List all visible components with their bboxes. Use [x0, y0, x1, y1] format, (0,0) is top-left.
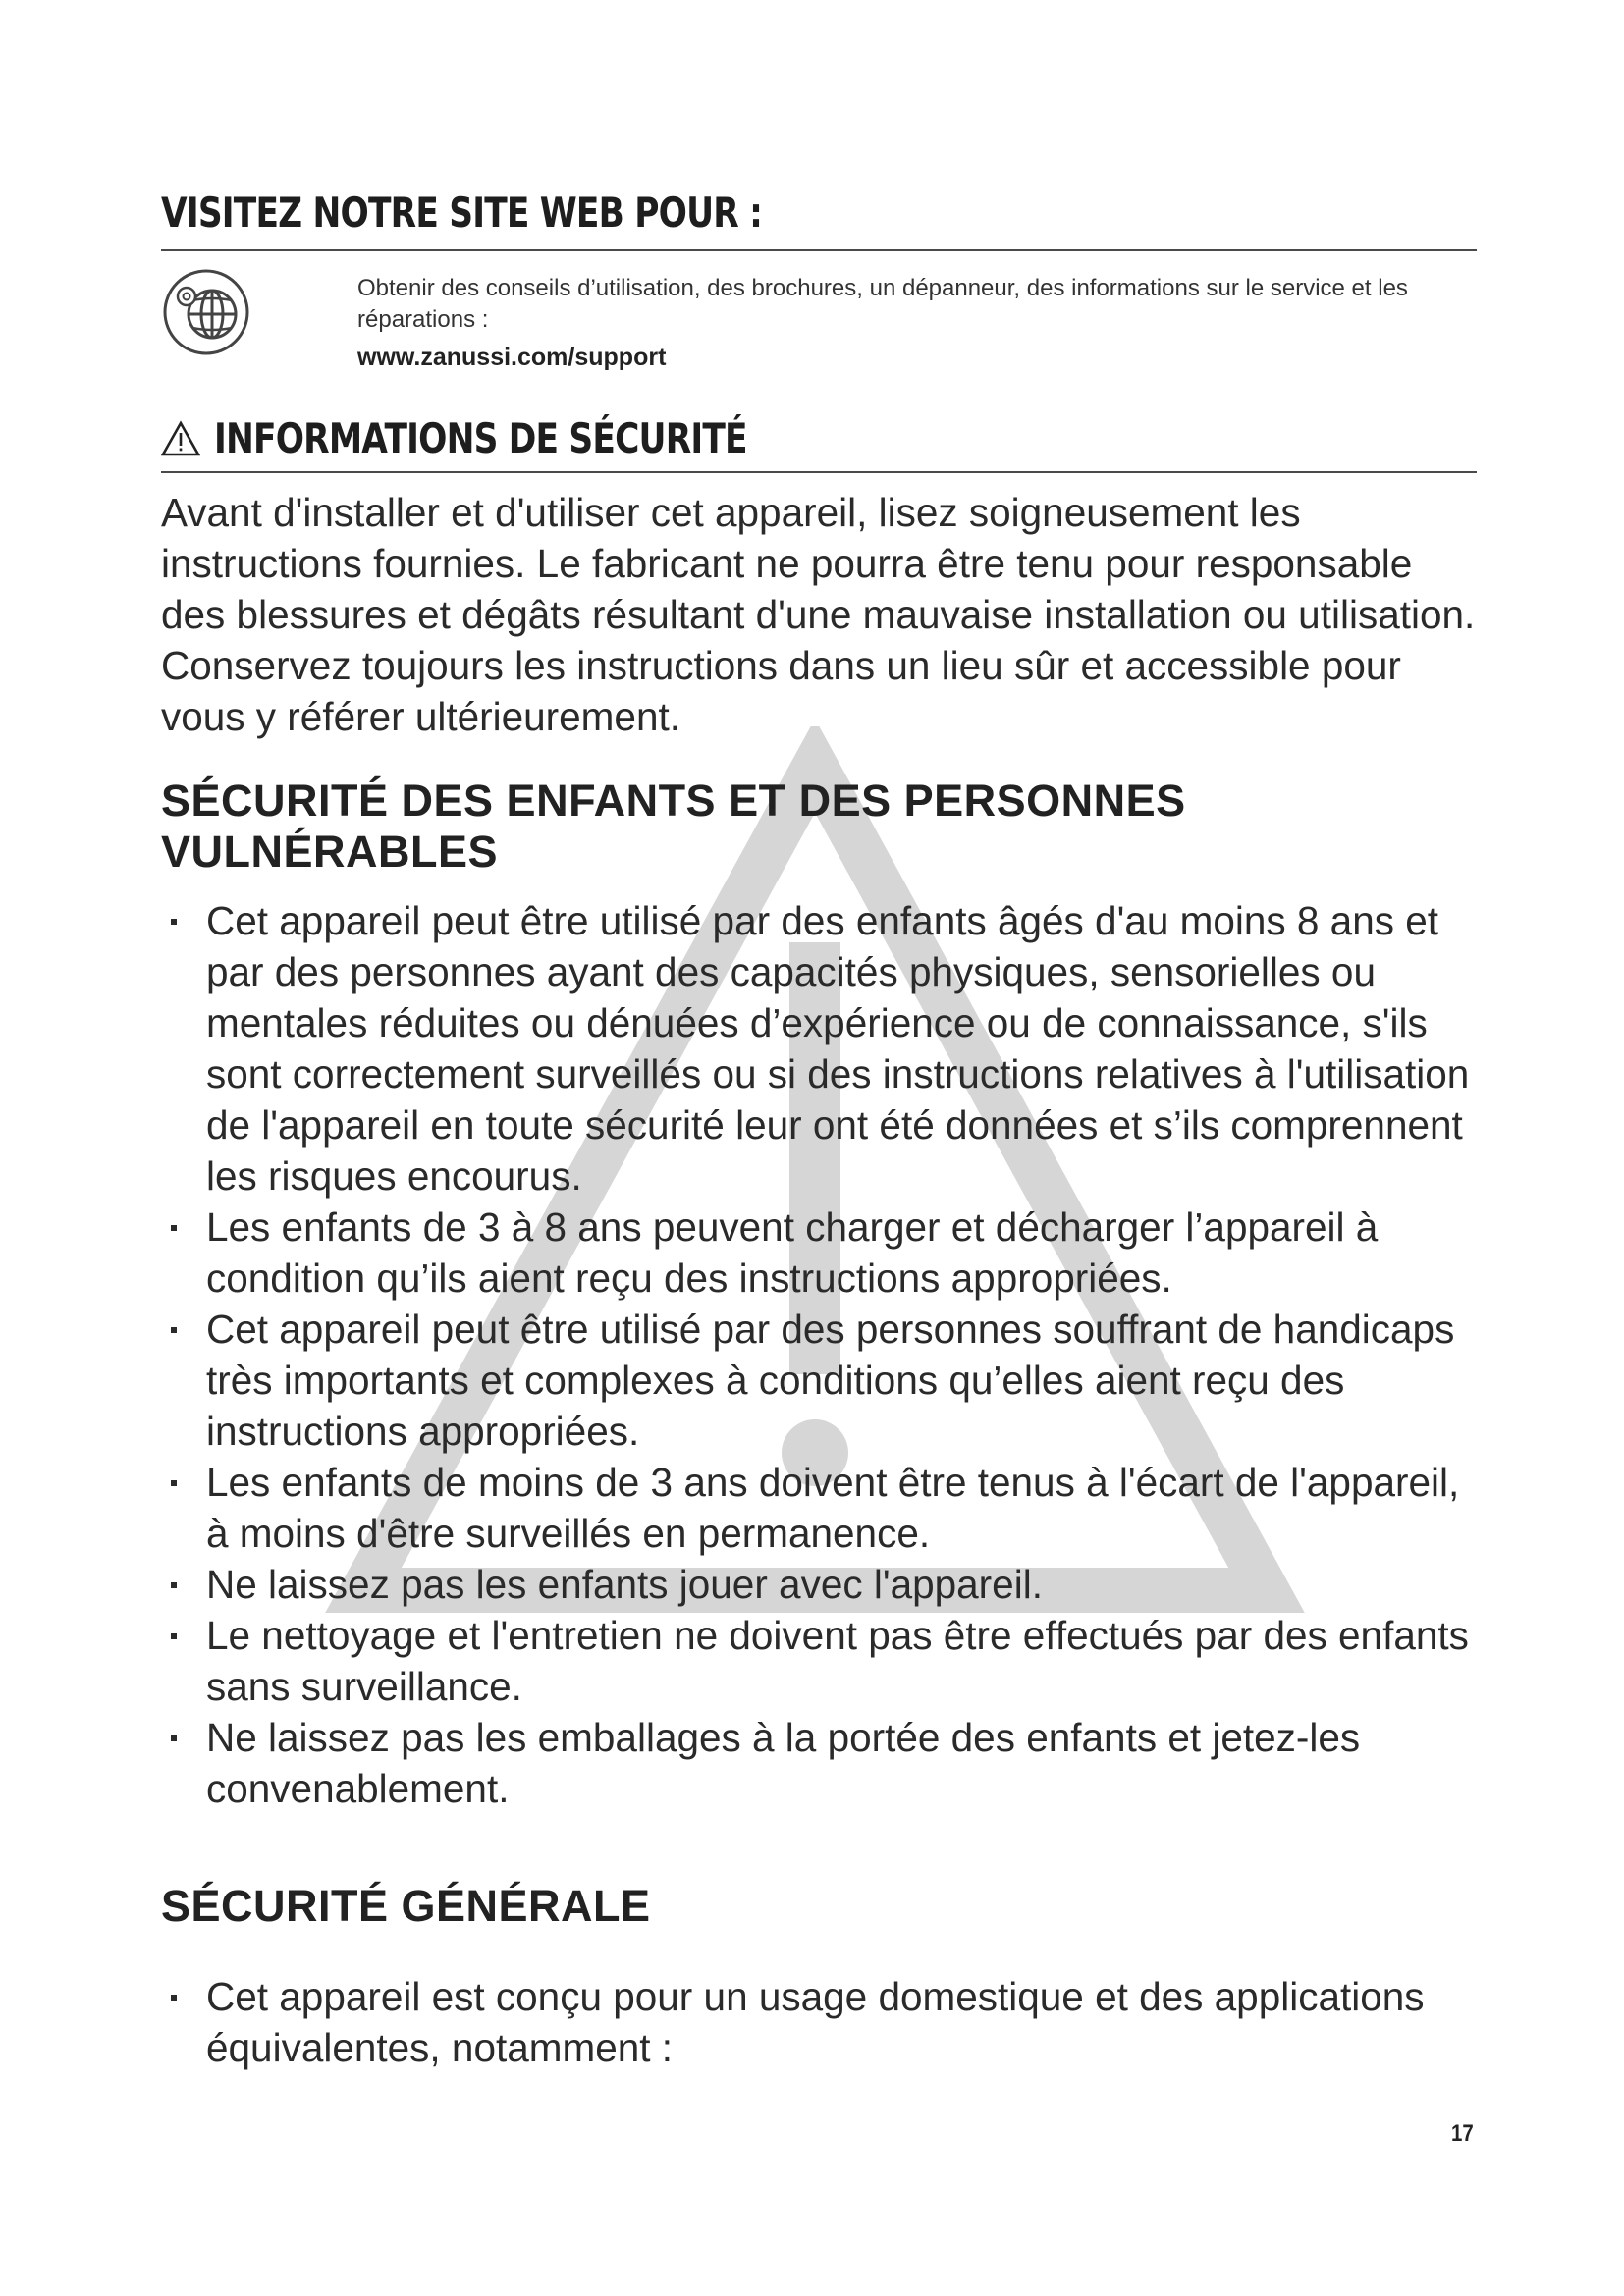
safety-heading: INFORMATIONS DE SÉCURITÉ: [214, 414, 747, 462]
general-safety-heading: SÉCURITÉ GÉNÉRALE: [161, 1881, 651, 1931]
safety-intro: Avant d'installer et d'utiliser cet appareil, lisez soigneusement les instructions fournies. Le fabricant ne pourra être tenu pour responsable des blessures et dégâts résultant d'une mauvaise installation ou utilisation. Conservez toujours les instructions dans un lieu sûr et accessible pour vous y référer ultérieurement.: [161, 490, 1476, 739]
children-safety-list: [161, 895, 1487, 1814]
page-number: 17: [1451, 2120, 1474, 2147]
warning-triangle-icon: [161, 420, 200, 457]
bullet-icon: [171, 1225, 177, 1231]
safety-heading-row: [161, 414, 864, 462]
bullet-icon: [171, 1327, 177, 1333]
list-item: Cet appareil peut être utilisé par des personnes souffrant de handicaps très importants et complexes à conditions qu’elles aient reçu des instructions appropriées.: [161, 1304, 1487, 1457]
bullet-icon: [171, 1735, 177, 1741]
list-item: Cet appareil est conçu pour un usage domestique et des applications équivalentes, notamment :: [161, 1971, 1487, 2073]
list-item: Les enfants de moins de 3 ans doivent être tenus à l'écart de l'appareil, à moins d'être surveillés en permanence.: [161, 1457, 1487, 1559]
visit-description: Obtenir des conseils d’utilisation, des brochures, un dépanneur, des informations sur le service et les réparations :: [357, 275, 1408, 333]
divider: [161, 249, 1477, 251]
list-item: Ne laissez pas les enfants jouer avec l'appareil.: [161, 1559, 1487, 1610]
list-item: Les enfants de 3 à 8 ans peuvent charger et décharger l’appareil à condition qu’ils aient reçu des instructions appropriées.: [161, 1201, 1487, 1304]
divider: [161, 471, 1477, 473]
list-item: Cet appareil peut être utilisé par des enfants âgés d'au moins 8 ans et par des personnes ayant des capacités physiques, sensorielles ou mentales réduites ou dénuées d’expérience ou de connaissance, s'ils sont correctement surveillés ou si des instructions relatives à l'utilisation de l'appareil en toute sécurité leur ont été données et s’ils comprennent les risques encourus.: [161, 895, 1487, 1201]
list-item: Ne laissez pas les emballages à la portée des enfants et jetez-les convenablement.: [161, 1712, 1487, 1814]
bullet-icon: [171, 1633, 177, 1639]
list-item: Le nettoyage et l'entretien ne doivent pas être effectués par des enfants sans surveillance.: [161, 1610, 1487, 1712]
visit-heading: VISITEZ NOTRE SITE WEB POUR :: [161, 188, 763, 237]
bullet-icon: [171, 1480, 177, 1486]
bullet-icon: [171, 1995, 177, 2001]
general-safety-list: [161, 1971, 1487, 2073]
globe-at-icon: [161, 267, 251, 357]
children-safety-heading: SÉCURITÉ DES ENFANTS ET DES PERSONNES VULNÉRABLES: [161, 775, 1186, 877]
bullet-icon: [171, 1582, 177, 1588]
support-link[interactable]: www.zanussi.com/support: [357, 344, 667, 371]
bullet-icon: [171, 919, 177, 925]
